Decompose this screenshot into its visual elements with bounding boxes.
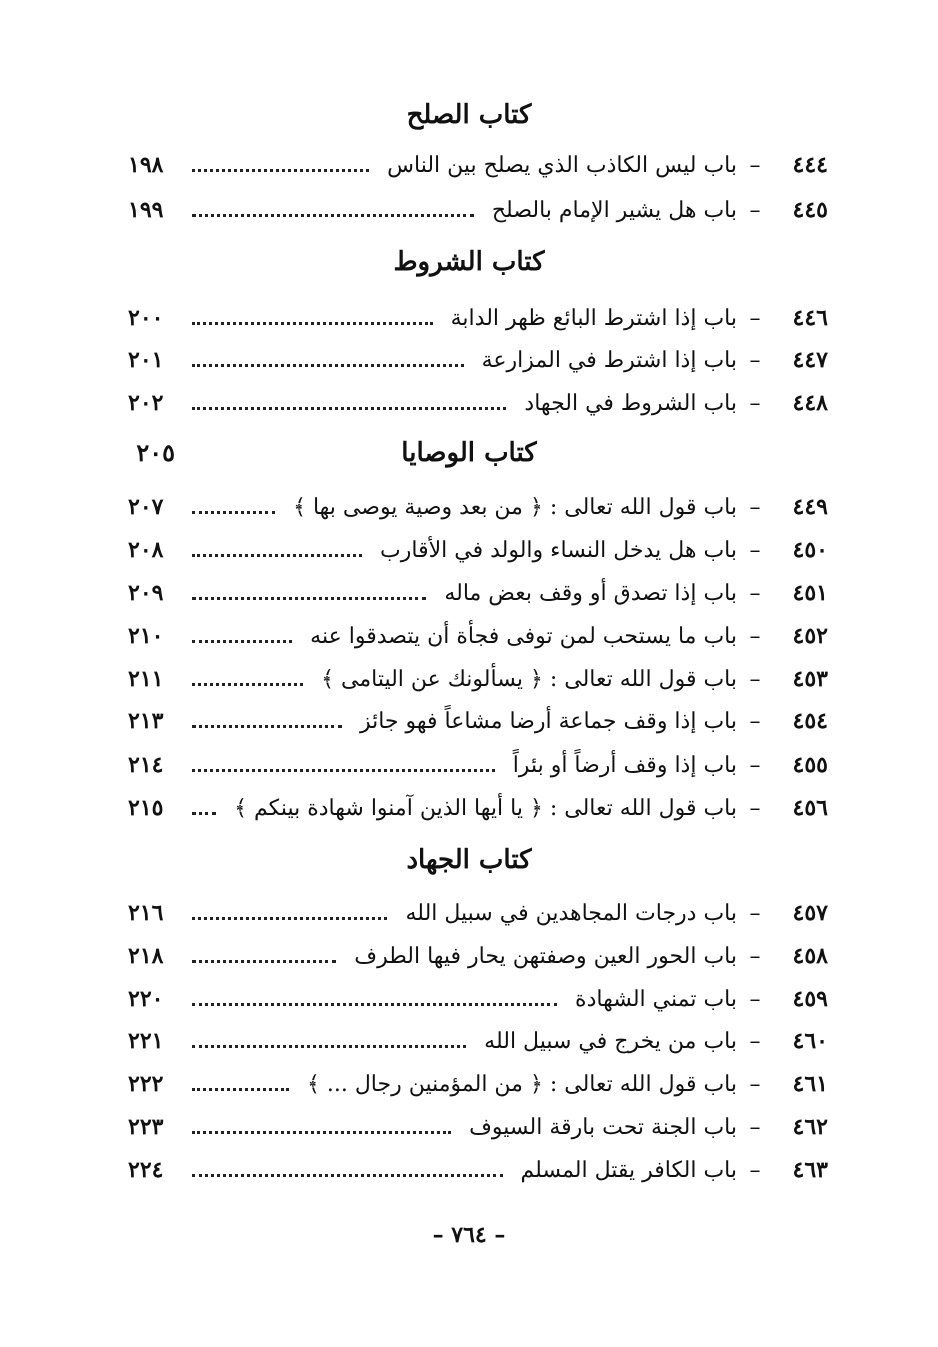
entry-number: ٤٥٢ [792,623,828,649]
entry-number: ٤٤٩ [792,494,828,520]
entry-page: ٢٢٠ [128,986,164,1012]
toc-entry [128,659,828,699]
toc-entry [128,383,828,423]
entry-title: باب هل يدخل النساء والولد في الأقارب [380,537,737,563]
entry-page: ٢١٨ [128,943,164,969]
entry-page: ٢٠٨ [128,537,164,563]
dot-leader [192,597,426,600]
entry-page: ٢٢١ [128,1028,164,1054]
toc-entry [128,298,828,338]
entry-number: ٤٦٠ [792,1028,828,1054]
section-heading-sulh: كتاب الصلح [406,100,532,130]
entry-number: ٤٦٢ [792,1114,828,1140]
dot-leader [192,1088,289,1091]
toc-entry [128,979,828,1019]
entry-title: باب الشروط في الجهاد [524,390,737,416]
entry-page: ٢٠٧ [128,494,164,520]
entry-dash: – [749,1157,761,1183]
entry-page: ٢١٤ [128,752,164,778]
toc-entry [128,1021,828,1061]
entry-title: باب إذا وقف أرضاً أو بئراً [512,752,737,778]
entry-number: ٤٥١ [792,580,828,606]
entry-dash: – [749,152,761,178]
entry-number: ٤٤٥ [792,197,828,223]
entry-title: باب الجنة تحت بارقة السيوف [469,1114,737,1140]
entry-dash: – [749,900,761,926]
entry-page: ٢١٣ [128,708,164,734]
entry-title: باب الكافر يقتل المسلم [520,1157,737,1183]
entry-dash: – [749,347,761,373]
dot-leader [192,554,362,557]
dot-leader [192,725,342,728]
entry-page: ٢١٥ [128,795,164,821]
toc-entry [128,1150,828,1190]
dot-leader [192,812,216,815]
toc-entry [128,616,828,656]
entry-title: باب ليس الكاذب الذي يصلح بين الناس [387,152,737,178]
toc-entry [128,893,828,933]
entry-number: ٤٥٦ [792,795,828,821]
entry-number: ٤٤٧ [792,347,828,373]
toc-entry [128,1107,828,1147]
dot-leader [192,917,387,920]
entry-number: ٤٤٤ [792,152,828,178]
entry-page: ١٩٨ [128,152,164,178]
entry-number: ٤٥٧ [792,900,828,926]
toc-entry [128,1064,828,1104]
entry-title: باب من يخرج في سبيل الله [484,1028,737,1054]
entry-page: ٢٠١ [128,347,164,373]
entry-page: ٢١٠ [128,623,164,649]
entry-dash: – [749,666,761,692]
page-number-footer: – ٧٦٤ – [432,1222,506,1248]
entry-number: ٤٥٠ [792,537,828,563]
dot-leader [192,1131,451,1134]
dot-leader [192,683,303,686]
entry-number: ٤٥٩ [792,986,828,1012]
dot-leader [192,511,275,514]
entry-dash: – [749,1114,761,1140]
entry-title: باب إذا وقف جماعة أرضا مشاعاً فهو جائز [359,708,737,734]
entry-page: ٢٠٠ [128,305,164,331]
dot-leader [192,1045,466,1048]
entry-dash: – [749,305,761,331]
dot-leader [192,214,474,217]
toc-entry [128,487,828,527]
entry-title: باب الحور العين وصفتهن يحار فيها الطرف [354,943,737,969]
entry-title: باب إذا اشترط البائع ظهر الدابة [450,305,737,331]
entry-number: ٤٥٣ [792,666,828,692]
entry-dash: – [749,708,761,734]
entry-number: ٤٦١ [792,1071,828,1097]
entry-title: باب قول الله تعالى : ﴿ من بعد وصية يوصى بها ﴾ [293,494,737,520]
entry-dash: – [749,986,761,1012]
dot-leader [192,407,506,410]
entry-dash: – [749,623,761,649]
entry-page: ٢٠٩ [128,580,164,606]
section-heading-shurut: كتاب الشروط [393,247,545,277]
entry-title: باب درجات المجاهدين في سبيل الله [405,900,737,926]
toc-entry [128,701,828,741]
dot-leader [192,169,369,172]
entry-page: ٢١١ [128,666,164,692]
entry-number: ٤٥٥ [792,752,828,778]
entry-title: باب قول الله تعالى : ﴿ يسألونك عن اليتامى ﴾ [321,666,737,692]
entry-number: ٤٥٨ [792,943,828,969]
entry-dash: – [749,197,761,223]
entry-number: ٤٦٣ [792,1157,828,1183]
entry-dash: – [749,752,761,778]
section-heading-wasaya: كتاب الوصايا [401,438,537,468]
toc-entry [128,745,828,785]
toc-entry [128,340,828,380]
entry-page: ٢٢٢ [128,1071,164,1097]
toc-entry [128,573,828,613]
entry-dash: – [749,1071,761,1097]
toc-entry [128,530,828,570]
toc-entry [128,190,828,230]
dot-leader [192,364,464,367]
entry-dash: – [749,494,761,520]
dot-leader [192,960,336,963]
section-heading-row-wasaya [0,433,938,473]
section-page-number: ٢٠٥ [136,438,175,467]
entry-page: ٢٢٤ [128,1157,164,1183]
dot-leader [192,322,433,325]
toc-entry [128,145,828,185]
dot-leader [192,1003,557,1006]
entry-dash: – [749,1028,761,1054]
entry-title: باب قول الله تعالى : ﴿ يا أيها الذين آمنوا شهادة بينكم ﴾ [234,795,737,821]
dot-leader [192,1174,503,1177]
toc-entry [128,788,828,828]
entry-title: باب قول الله تعالى : ﴿ من المؤمنين رجال ... ﴾ [306,1071,737,1097]
entry-page: ٢٠٢ [128,390,164,416]
entry-title: باب إذا اشترط في المزارعة [481,347,737,373]
entry-number: ٤٤٨ [792,390,828,416]
entry-title: باب تمني الشهادة [575,986,737,1012]
entry-dash: – [749,580,761,606]
entry-title: باب ما يستحب لمن توفى فجأة أن يتصدقوا عنه [310,623,737,649]
dot-leader [192,640,292,643]
entry-dash: – [749,795,761,821]
entry-dash: – [749,943,761,969]
section-heading-jihad: كتاب الجهاد [406,845,532,875]
entry-title: باب هل يشير الإمام بالصلح [491,197,737,223]
dot-leader [192,769,495,772]
entry-title: باب إذا تصدق أو وقف بعض ماله [444,580,737,606]
entry-page: ٢٢٣ [128,1114,164,1140]
toc-entry [128,936,828,976]
entry-dash: – [749,390,761,416]
entry-number: ٤٥٤ [792,708,828,734]
entry-page: ١٩٩ [128,197,164,223]
entry-page: ٢١٦ [128,900,164,926]
entry-number: ٤٤٦ [792,305,828,331]
entry-dash: – [749,537,761,563]
